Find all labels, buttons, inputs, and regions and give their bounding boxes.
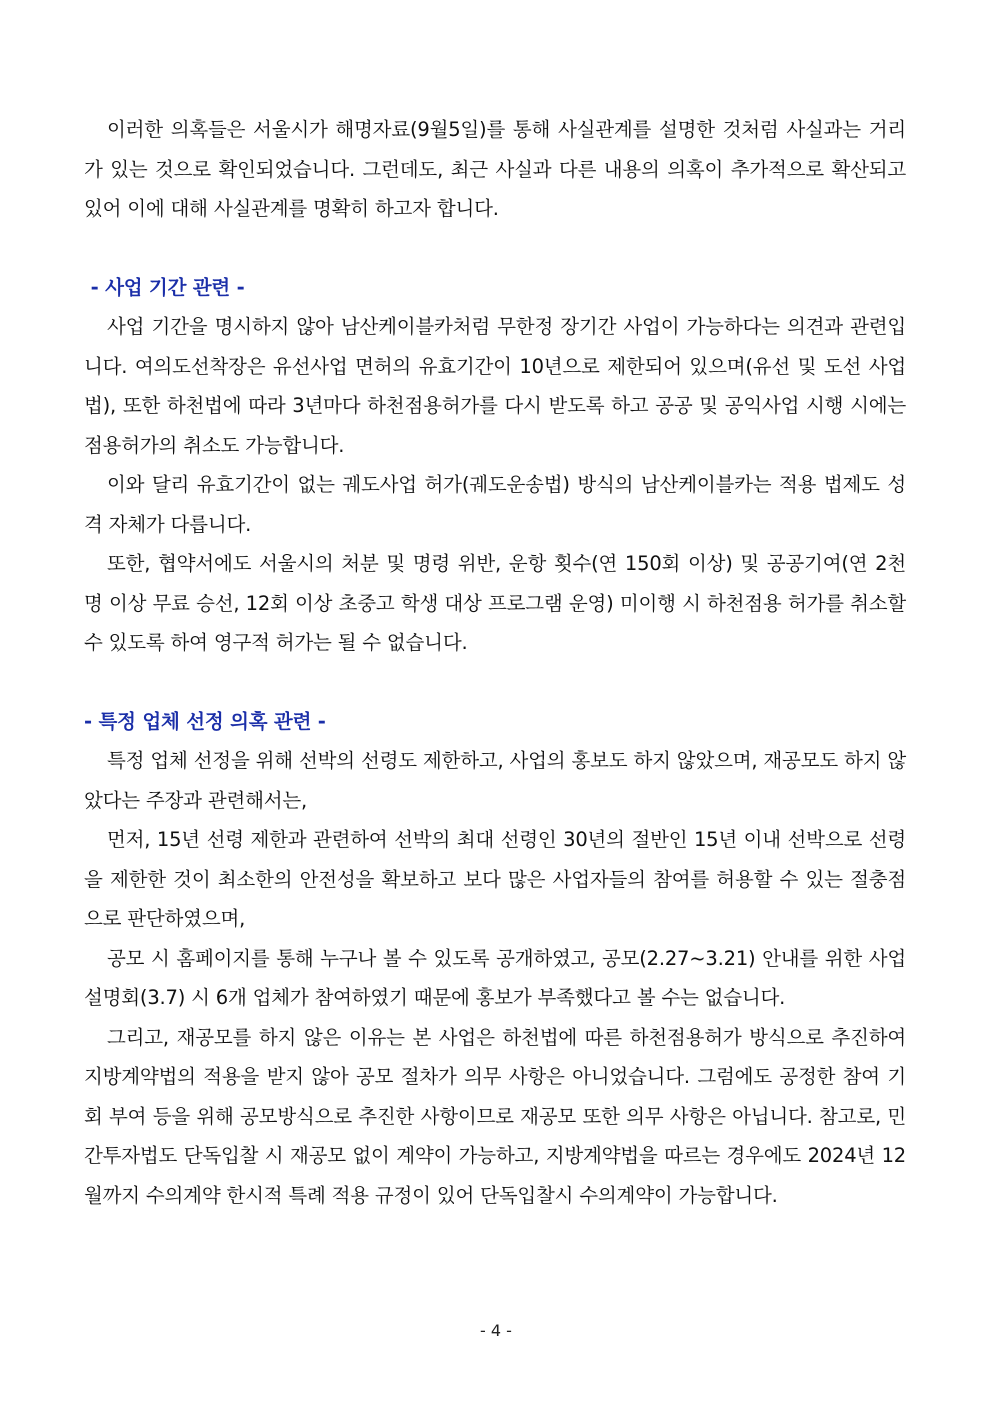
document-body xyxy=(84,110,906,1215)
paragraph: 사업 기간을 명시하지 않아 남산케이블카처럼 무한정 장기간 사업이 가능하다는 의견과 관련입니다. 여의도선착장은 유선사업 면허의 유효기간이 10년으로 제한되어 있으며(유선 및 도선 사업법), 또한 하천법에 따라 3년마다 하천점용허가를 다시 받도록 하고 공공 및 공익사업 시행 시에는 점용허가의 취소도 가능합니다. xyxy=(84,315,906,457)
paragraph: 또한, 협약서에도 서울시의 처분 및 명령 위반, 운항 횟수(연 150회 이상) 및 공공기여(연 2천 명 이상 무료 승선, 12회 이상 초중고 학생 대상 프로그램 운영) 미이행 시 하천점용 허가를 취소할 수 있도록 하여 영구적 허가는 될 수 없습니다. xyxy=(84,552,906,654)
paragraph: 먼저, 15년 선령 제한과 관련하여 선박의 최대 선령인 30년의 절반인 15년 이내 선박으로 선령을 제한한 것이 최소한의 안전성을 확보하고 보다 많은 사업자들의 참여를 허용할 수 있는 절충점으로 판단하였으며, xyxy=(84,828,906,930)
paragraph: 공모 시 홈페이지를 통해 누구나 볼 수 있도록 공개하였고, 공모(2.27~3.21) 안내를 위한 사업설명회(3.7) 시 6개 업체가 참여하였기 때문에 홍보가 부족했다고 볼 수는 없습니다. xyxy=(84,946,906,1009)
section-spacer xyxy=(84,229,906,268)
paragraph: 이와 달리 유효기간이 없는 궤도사업 허가(궤도운송법) 방식의 남산케이블카는 적용 법제도 성격 자체가 다릅니다. xyxy=(84,473,906,536)
page-number: - 4 - xyxy=(480,1321,512,1340)
section-spacer xyxy=(84,663,906,702)
paragraph: 그리고, 재공모를 하지 않은 이유는 본 사업은 하천법에 따른 하천점용허가 방식으로 추진하여 지방계약법의 적용을 받지 않아 공모 절차가 의무 사항은 아니었습니다. 그럼에도 공정한 참여 기회 부여 등을 위해 공모방식으로 추진한 사항이므로 재공모 또한 의무 사항은 아닙니다. 참고로, 민간투자법도 단독입찰 시 재공모 없이 계약이 가능하고, 지방계약법을 따르는 경우에도 2024년 12월까지 수의계약 한시적 특례 적용 규정이 있어 단독입찰시 수의계약이 가능합니다. xyxy=(84,1025,906,1207)
section-heading-company-selection: - 특정 업체 선정 의혹 관련 - xyxy=(84,709,326,733)
intro-paragraph: 이러한 의혹들은 서울시가 해명자료(9월5일)를 통해 사실관계를 설명한 것처럼 사실과는 거리가 있는 것으로 확인되었습니다. 그런데도, 최근 사실과 다른 내용의 의혹이 추가적으로 확산되고 있어 이에 대해 사실관계를 명확히 하고자 합니다. xyxy=(84,118,906,220)
paragraph: 특정 업체 선정을 위해 선박의 선령도 제한하고, 사업의 홍보도 하지 않았으며, 재공모도 하지 않았다는 주장과 관련해서는, xyxy=(84,749,906,812)
section-heading-business-period: - 사업 기간 관련 - xyxy=(84,275,245,299)
